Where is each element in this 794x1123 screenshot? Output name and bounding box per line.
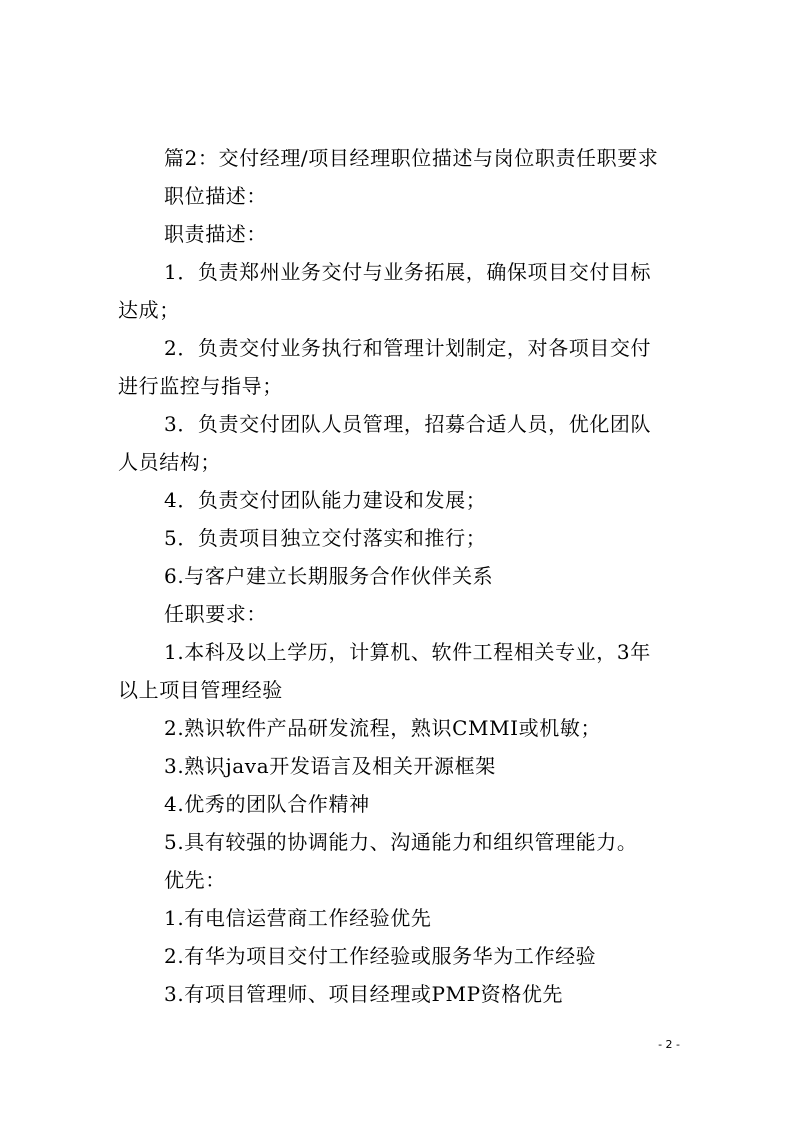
responsibility-item-5: 5．负责项目独立交付落实和推行； [164,526,487,550]
preferred-item-1: 1.有电信运营商工作经验优先 [164,906,432,930]
responsibility-item-6: 6.与客户建立长期服务合作伙伴关系 [164,564,494,588]
requirements-heading: 任职要求： [164,602,267,626]
document-title: 篇2：交付经理/项目经理职位描述与岗位职责任职要求 [164,146,659,170]
requirement-item-1-line1: 1.本科及以上学历，计算机、软件工程相关专业，3年 [164,640,651,664]
responsibility-item-3-line1: 3．负责交付团队人员管理，招募合适人员，优化团队 [164,412,652,436]
responsibility-item-1-line1: 1．负责郑州业务交付与业务拓展，确保项目交付目标 [164,260,652,284]
responsibilities-heading: 职责描述： [164,222,267,246]
preferred-heading: 优先： [164,868,226,892]
requirement-item-5: 5.具有较强的协调能力、沟通能力和组织管理能力。 [164,830,638,854]
requirement-item-2: 2.熟识软件产品研发流程，熟识CMMI或机敏； [164,716,602,740]
responsibility-item-2-line2: 进行监控与指导； [118,374,283,398]
responsibility-item-3-line2: 人员结构； [118,450,221,474]
requirement-item-1-line2: 以上项目管理经验 [118,678,283,702]
page-number: - 2 - [658,1038,680,1051]
requirement-item-4: 4.优秀的团队合作精神 [164,792,370,816]
responsibility-item-4: 4．负责交付团队能力建设和发展； [164,488,487,512]
responsibility-item-2-line1: 2．负责交付业务执行和管理计划制定，对各项目交付 [164,336,652,360]
preferred-item-2: 2.有华为项目交付工作经验或服务华为工作经验 [164,944,597,968]
responsibility-item-1-line2: 达成； [118,298,180,322]
preferred-item-3: 3.有项目管理师、项目经理或PMP资格优先 [164,982,564,1006]
requirement-item-3: 3.熟识java开发语言及相关开源框架 [164,754,496,778]
job-description-heading: 职位描述： [164,184,267,208]
